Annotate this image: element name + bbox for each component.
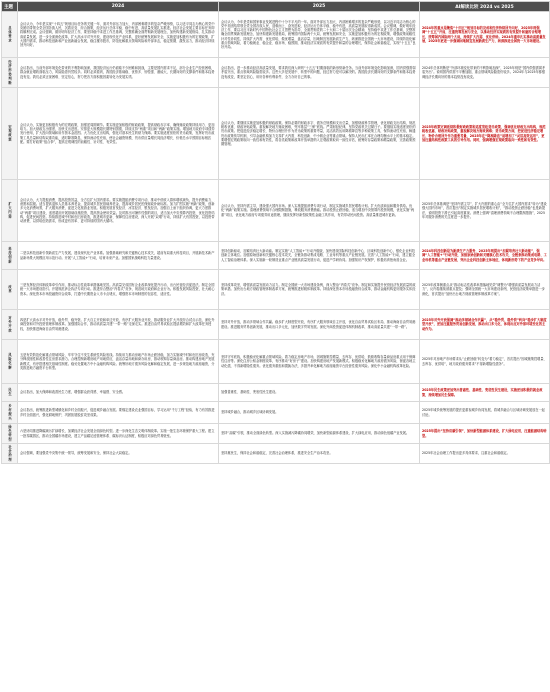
cell-2025: [219, 12, 420, 58]
row-topic-label: 总体要求: [7, 26, 12, 43]
cell-ai-comparison-text: 2025年政策定调延续积极财政政策和适度宽松货币政策，强调优化财政支出结构，规范税收优惠、财政补贴政策，重视解决地方财政困难；货币政策方面，把促进经济稳定增长、物价合理回升作为重要考量，2025年在“降准降息”前增加了“灵活高效运用”，更加注重结构性政策工具的引导作用。同时，强调增强宏观政策取向一致性和有效性。: [422, 125, 546, 142]
cell-ai-comparison-text: 2025年对房地产市场要求从“止跌回稳”转变为“着力稳定”，首次提出“因城施策控增量、去库存、优供给”，地方政府债务要求“不得新增隐性债务”。: [422, 357, 547, 366]
table-row: [2, 402, 550, 424]
cell-2025: [219, 310, 420, 340]
cell-ai-comparison: [420, 242, 550, 270]
cell-ai-comparison: [420, 444, 550, 464]
cell-ai-comparison-text: 2025年社会治理工作提出更多具体要求，注重社会和谐稳定。: [422, 451, 510, 456]
row-topic: [2, 340, 18, 384]
cell-2024-text: 三是发挥经济体制改革牵引作用，推动标志性改革举措落地见效。高质量完成国有企业改革深化提升行动，出台民营经济促进法。制定全国统一大市场建设指引。开展规范涉企执法专项行动。推进综合整治“内卷式”竞争，规范地方政府和企业行为。积极发展风险投资，壮大耐心资本。深化资本市场投融资综合改革，打通中长期资金入市卡点堵点，增强资本市场制度的包容性、适应性。: [20, 283, 215, 296]
cell-2025: [219, 340, 420, 384]
cell-2025: [219, 270, 420, 310]
cell-2024: [18, 384, 219, 402]
row-topic-label: 宏观政策: [7, 125, 12, 142]
row-topic: [2, 88, 18, 180]
row-topic: [2, 384, 18, 402]
cell-2024: [18, 424, 219, 444]
cell-2024-text: 会议指出，统筹推进新型城镇化和乡村全面振兴，促进城乡融合发展。要锚定建设农业强国目标，学习运用“千万工程”经验，有力有效推进乡村全面振兴，强化耕地保护，巩固拓展脱贫攻坚成果。: [20, 408, 215, 417]
row-topic: [2, 12, 18, 58]
row-topic-label: 经济形势判断: [7, 59, 12, 86]
cell-2025: [219, 88, 420, 180]
row-topic-label: 绿色转型: [7, 425, 12, 442]
cell-2024: [18, 340, 219, 384]
cell-2024: [18, 12, 219, 58]
cell-2025: [219, 180, 420, 242]
cell-ai-comparison: [420, 384, 550, 402]
cell-2024: [18, 242, 219, 270]
cell-2025-text: 会议认为，要继续实施更加积极的财政政策。保持必要的财政赤字、债务总规模和支出总量，加强财政科学管理，优化财政支出结构，规范税收优惠、财政补贴政策。重视解决地方财政困难，兜牢基层“三保”底线。严肃财经纪律，坚持党政机关过紧日子。要继续实施适度宽松的货币政策。把促进经济稳定增长、物价合理回升作为货币政策的重要考量，灵活高效运用降准降息等多种政策工具，保持流动性充裕，畅通货币政策传导机制，引导金融机构加力支持扩大内需、科技创新、中小微企业等重点领域。保持人民币汇率在合理均衡水平上的基本稳定。要增强宏观政策取向一致性和有效性，将各类政策和改革开放举措纳入宏观政策取向一致性评估，统筹好存量政策和增量政策，完善政策预期管理。: [221, 121, 416, 146]
cell-2024-text: 六是协同推进降碳减污扩绿增长，加紧经济社会发展全面绿色转型。进一步深化生态文明体制改革。实施一批生态环境保护重大工程。建立一批零碳园区，推动全国碳市场建设，建立产品碳足迹管理体系、碳标识认证制度，积极应对绿色贸易壁垒。: [20, 429, 215, 438]
cell-ai-comparison: [420, 310, 550, 340]
cell-ai-comparison-text: 2025年对外开放强调“推动多领域合作共赢”，从“稳外贸、稳外资”转向“稳步扩大制度型开放”，更加注重服务贸易创新发展，推动出口多元化，体现出应对外部环境变化的主动作为。: [422, 318, 547, 331]
table-header-row: [2, 2, 550, 12]
cell-2024-text: 四是扩大高水平对外开放，稳外贸、稳外资。扩大自主开放和单边开放，有序扩大服务业开放，推动服务业扩大开放综合试点示范，深化外商投资和对外投资管理体制改革。加强国际合作，推动高质量共建“一带一路”走深走实。推进自由贸易试验区提质增效和扩大改革任务授权，加快推进海南自由贸易港建设。: [20, 318, 215, 331]
cell-2024-text: 会议强调，要加强党中央集中统一领导，统筹发展和安全，保持社会大局稳定。: [20, 451, 132, 456]
cell-ai-comparison: [420, 340, 550, 384]
cell-2025-text: 坚持惠民生，保持社会和谐稳定，完善社会治理体系，推进安全生产治本攻坚。: [221, 451, 333, 456]
cell-2025: [219, 444, 420, 464]
header-ai-comparison: AI解读比较 2024 vs 2025: [420, 2, 550, 12]
cell-ai-comparison-text: 2025年城乡统筹发展的提法更重视城乡协同发展，将城乡融合与区域协调发展放在一起讨论。: [422, 408, 545, 417]
row-topic: [2, 180, 18, 242]
cell-ai-comparison: [420, 12, 550, 58]
cell-2025-text: 坚持守牢底线，积极稳妥化解重点领域风险。着力稳定房地产市场，因城施策控增量、去库存、优供给，鼓励收购存量商品房重点用于保障性住房等。深化住房公积金制度改革，有序推动“好房子”建设。加快构建房地产发展新模式。积极稳妥化解地方政府债务风险，督促各地主动化债，不得新增隐性债务。优化债务重组和置换办法，多措并举化解地方政府融资平台经营性债务风险。深化中小金融机构改革化险。: [221, 355, 416, 368]
cell-2025: [219, 242, 420, 270]
row-topic-label: 对外开放: [7, 316, 12, 333]
cell-2024-text: 二是以科技创新引领新质生产力发展，建设现代化产业体系。加强基础研究和关键核心技术攻关，超前布局重大科技项目，开展新技术新产品新场景大规模应用示范行动。开展“人工智能+”行动，培育未来产业。加强国家战略科技力量建设。: [20, 251, 215, 260]
cell-2025-text: 坚持“双碳”引领，推动全面绿色转型。深入实施减污降碳协同增效，加快新型能源体系建设，扩大绿电应用，推动绿色低碳产业发展。: [221, 431, 410, 436]
cell-2025-text: 坚持创新驱动，加紧培育壮大新动能。制定实施“人工智能+”行动升级版，加快建设国际科技创新中心、区域科技创新中心，强化企业科技创新主体地位。加强原始创新和关键核心技术攻关，全链条推动集成电路、工业母机等重点产业链发展。完善“人工智能+”行动，建立健全人工智能治理体系。深入实施新一轮制造业重点产业链高质量发展行动，促进产学研协同。加强知识产权保护，积极培育独角兽企业。: [221, 249, 416, 262]
cell-2025-text: 加强普惠性、基础性、兜底性民生建设。: [221, 390, 279, 395]
row-topic: [2, 270, 18, 310]
row-topic: [2, 310, 18, 340]
row-topic: [2, 424, 18, 444]
cell-2024-text: 会议指出，当前外部环境变化带来的不利影响加深，我国经济运行仍面临不少困难和挑战，主要是国内需求不足，部分企业生产经营困难，群众就业增收面临压力，风险隐患仍然较多。同时必须看到，我国经济基础稳、优势多、韧性强、潜能大，长期向好的支撑条件和基本趋势没有变。我们必须正视困难、坚定信心，努力把各方面积极因素转化为发展实绩。: [20, 66, 215, 79]
row-topic-label: 科技创新: [7, 247, 12, 264]
table-row: [2, 340, 550, 384]
table-row: [2, 242, 550, 270]
cell-2025-text: 坚持改革攻坚，增强高质量发展动力活力。制定全国统一大市场建设条例，深入整治“内卷式”竞争。制定和实施提升民营经济发展质量的政策举措。加快出台地方财政管理体制改革方案，统筹推进财税体制改革。持续深化资本市场投融资综合改革，推动金融机构更好服务实体经济。: [221, 283, 416, 296]
cell-2024-text: 五是有效防范化解重点领域风险，牢牢守住不发生系统性风险底线。持续用力推动房地产市场止跌回稳，加力实施城中村和危旧房改造，充分释放刚性和改善性住房需求潜力。合理控制新增房地产用地供应，盘活存量用地和商办用房，推动收购存量商品房。推动构建房地产发展新模式，有序搭建相关基础性制度。稳妥处置地方中小金融机构风险。统筹好地方债务风险化解和稳定发展，进一步规范地方政府融资，分类推进地方融资平台转型。: [20, 353, 215, 370]
cell-2025-text: 会议指出，进一步推动经济高质量发展，要求我们深入研判“十五五”时期面临的新形势新任务。当前外部环境变化影响加深，国内供强需弱矛盾突出，重点领域风险隐患较多。这些大多是发展中、转型中的问题，经过努力是可以解决的。我国经济长期向好的支撑条件和基本趋势没有改变，要坚定信心，用好各种有利条件，全力办好自己的事。: [221, 66, 416, 79]
comparison-table: [1, 1, 550, 464]
table-row: [2, 310, 550, 340]
cell-2025-text: 坚持对外开放，推动多领域合作共赢。稳步扩大制度型开放，有序扩大服务领域自主开放，优化自由贸易试验区布局，推动海南自由贸易港建设。推进服务贸易创新发展，推动出口多元化，加快数字贸易发展。深化外商投资促进体制机制改革，推动高质量共建“一带一路”。: [221, 320, 416, 329]
cell-ai-comparison-text: 2025年总体基调是“坚持内需主导”，扩大内需的重心由“全方位扩大国内需求”转为“建设强大国内市场”，首次提出“制定实施城乡居民增收计划”，“推动投资止跌回稳”也是新提法，说明投资下滑已引起高度重视。消费上强调“清理消费领域不合理限制措施”，2025年对服务消费的关注度进一步提升。: [422, 202, 547, 219]
cell-2025-text: 会议认为，坚持内需主导，建设强大国内市场。深入实施提振消费专项行动，制定实施城乡居民增收计划。扩大优质商品和服务供给。优化“两新”政策实施。清理消费领域不合理限制措施，释放服务消费潜能。推动投资止跌回稳，适当增加中央预算内投资规模，优化实施“两重”项目，优化地方政府专项债券用途管理，继续发挥好新型政策性金融工具作用，有效带动民间投资。高质量推进城市更新。: [221, 204, 415, 217]
cell-2024: [18, 402, 219, 424]
header-2024: 2024: [18, 2, 219, 12]
cell-ai-comparison: [420, 402, 550, 424]
table-row: [2, 12, 550, 58]
row-topic-label: 社会治理: [7, 445, 12, 462]
cell-2025: [219, 58, 420, 88]
row-topic-label: 乡村振兴: [7, 404, 12, 421]
cell-2024-text: 会议指出，加大保障和改善民生力度，增强群众获得感、幸福感、安全感。: [20, 390, 126, 395]
row-topic-label: 风险化解: [7, 353, 12, 370]
cell-2024: [18, 180, 219, 242]
cell-2025: [219, 424, 420, 444]
row-topic-label: 民生: [7, 388, 12, 397]
cell-ai-comparison-text: 2024年科技创新是为新质生产力服务，2025年则提出“加紧培育壮大新动能”，强调“人工智能+”行动升级，加强原始创新和关键核心技术攻关，全链条推动集成电路、工业母机等重点产业链发展，突出企业科技创新主体地位，体现新形势下的产业竞争导向。: [422, 249, 547, 262]
cell-ai-comparison: [420, 270, 550, 310]
header-2025: 2025: [219, 2, 420, 12]
cell-ai-comparison-text: 2024年的重点是聚焦“十四五”规划目标的完成和经济持续回升向好，2025年则强调“十五五”开局，注重统筹发展与安全，以推动经济实现质的有效提升和量的合理增长，统筹国内国际两个大局，持续扩大内需、优化供给。2024年重申扎实推动高质量发展，2025年更进一步强调因地制宜发展新质生产力，纵深推进全国统一大市场建设。: [422, 26, 546, 43]
cell-ai-comparison-text: 2025年改革侧重点从“推动标志性改革举措落地见效”调整为“增强高质量发展动力活力”，反内卷继续被重点提及；强调全国统一大市场建设条例，民营经济政策举措进一步深化，首次提出“加快出台地方财政管理体制改革方案”。: [422, 283, 545, 296]
cell-ai-comparison: [420, 58, 550, 88]
header-topic: 主题: [2, 2, 18, 12]
row-topic: [2, 58, 18, 88]
row-topic-label: 扩大内需: [7, 202, 12, 219]
cell-2024: [18, 270, 219, 310]
cell-ai-comparison-text: 2025年民生政策更加突出普惠性、基础性、兜底性民生建设，实施更加积极的就业政策，持续增加民生保障。: [422, 388, 543, 397]
row-topic: [2, 402, 18, 424]
cell-2024: [18, 88, 219, 180]
table-row: [2, 88, 550, 180]
cell-2024: [18, 310, 219, 340]
table-row: [2, 270, 550, 310]
row-topic: [2, 444, 18, 464]
cell-2025: [219, 402, 420, 424]
table-row: [2, 180, 550, 242]
cell-ai-comparison: [420, 88, 550, 180]
cell-2025-text: 坚持城乡融合，推动城乡区域协调发展。: [221, 410, 279, 415]
cell-2024-text: 会议认为，今年是实现“十四五”规划目标任务的关键一年，面对外部压力加大、内部困难增多的复杂严峻形势，以习近平同志为核心的党中央团结带领全党全国各族人民，沉着应变、综合施策，经济运行总体平稳、稳中有进，高质量发展扎实推进。经济社会发展主要目标任务即将顺利完成。会议强调，做好明年经济工作，要坚持稳中求进工作总基调，完整准确全面贯彻新发展理念，加快构建新发展格局，扎实推动高质量发展，进一步全面深化改革，扩大高水平对外开放，建设现代化产业体系，更好统筹发展和安全，实施更加积极有为的宏观政策，扩大国内需求，推动科技创新和产业创新融合发展，稳住楼市股市，防范化解重点领域风险和外部冲击，稳定预期、激发活力，推动经济持续回升向好。: [20, 22, 215, 47]
cell-2024: [18, 58, 219, 88]
table-row: [2, 444, 550, 464]
cell-2025: [219, 384, 420, 402]
comparison-document: [1, 1, 549, 464]
cell-2024: [18, 444, 219, 464]
cell-ai-comparison-text: 2025年提出“坚持双碳引领”，加快新型能源体系建设，扩大绿电应用，注重能源结构转型。: [422, 429, 547, 438]
cell-ai-comparison-text: 2024年总体判断是“外部环境变化带来的不利影响加深”，2025年则是“国内供强需弱矛盾突出”。说明国内供需不平衡加剧，重点领域风险隐患仍较多。2024年与2025年都强调经济长期向好的基本趋势没有改变。: [422, 66, 546, 79]
cell-ai-comparison: [420, 180, 550, 242]
cell-2024-text: 会议认为，实施更加积极有为的宏观政策，加强逆周期调节。要实施更加积极的财政政策，提高财政赤字率，确保财政政策持续用力、更加给力。加大财政支出强度，加快支出进度。安排更大规模超长期特别国债，持续支持“两重”项目和“两新”政策实施。增加地方政府专项债券发行使用，扩大投向领域和用作资本金范围。大力优化支出结构，强化对基本民生的财力保障。要实施适度宽松的货币政策，发挥好货币政策工具总量和结构双重功能，适时降准降息，保持流动性充裕，使社会融资规模、货币供应量增长同经济增长、价格总水平预期目标相匹配。要打好政策“组合拳”，提高宏观调控的前瞻性、针对性、有效性。: [20, 123, 215, 144]
row-topic-label: 改革: [7, 285, 12, 294]
row-topic: [2, 242, 18, 270]
cell-2025-text: 会议认为，今年是党和国家事业发展进程中十分不平凡的一年。面对外部压力加大、内部困难增多的复杂严峻形势，以习近平同志为核心的党中央团结带领全党全国各族人民，迎难而上、奋发进取，经济运行总体平稳、稳中有进，高质量发展取得新成效。会议强调，做好明年经济工作，要以习近平新时代中国特色社会主义思想为指导，全面贯彻党的二十大和二十届历次全会精神，坚持稳中求进工作总基调，完整准确全面贯彻新发展理念，加快构建新发展格局，统筹国内国际两个大局，统筹发展和安全，实施更加积极有为的宏观政策，增强政策前瞻性针对性协同性，持续扩大内需、优化供给，做优增量、盘活存量，因地制宜发展新质生产力，纵深推进全国统一大市场建设，持续防范化解重点领域风险，着力稳就业、稳企业、稳市场、稳预期，推动经济实现质的有效提升和量的合理增长，保持社会和谐稳定，实现“十五五”良好开局。: [221, 20, 416, 49]
table-row: [2, 384, 550, 402]
table-row: [2, 58, 550, 88]
cell-2024-text: 会议认为，大力提振消费、提高投资效益，全方位扩大国内需求。要实施提振消费专项行动，推动中低收入群体增收减负，提升消费能力、意愿和层级。适当提高退休人员基本养老金，提高城乡居民基础养老金，提高城乡居民医保财政补助标准。加力扩围实施“两新”政策，创新多元化消费场景，扩大服务消费，促进文化旅游业发展。积极发展首发经济、冰雪经济、银发经济。加强自上而下组织协调，更大力度推动“两重”项目建设，适度超前开展基础设施投资，提高资金使用效益。及时推出可操作性强的项目，适当加大中央预算内投资，优化投资结构，促进民间投资。持续推进城中村和危旧房改造，推进城市更新、保障性住房建设，深入开展“双增”行动，持续扩大有效投资，以投资带动消费，以供给创造需求，形成更有效率、更可持续的国内大循环。: [20, 198, 215, 223]
table-row: [2, 424, 550, 444]
cell-ai-comparison: [420, 424, 550, 444]
